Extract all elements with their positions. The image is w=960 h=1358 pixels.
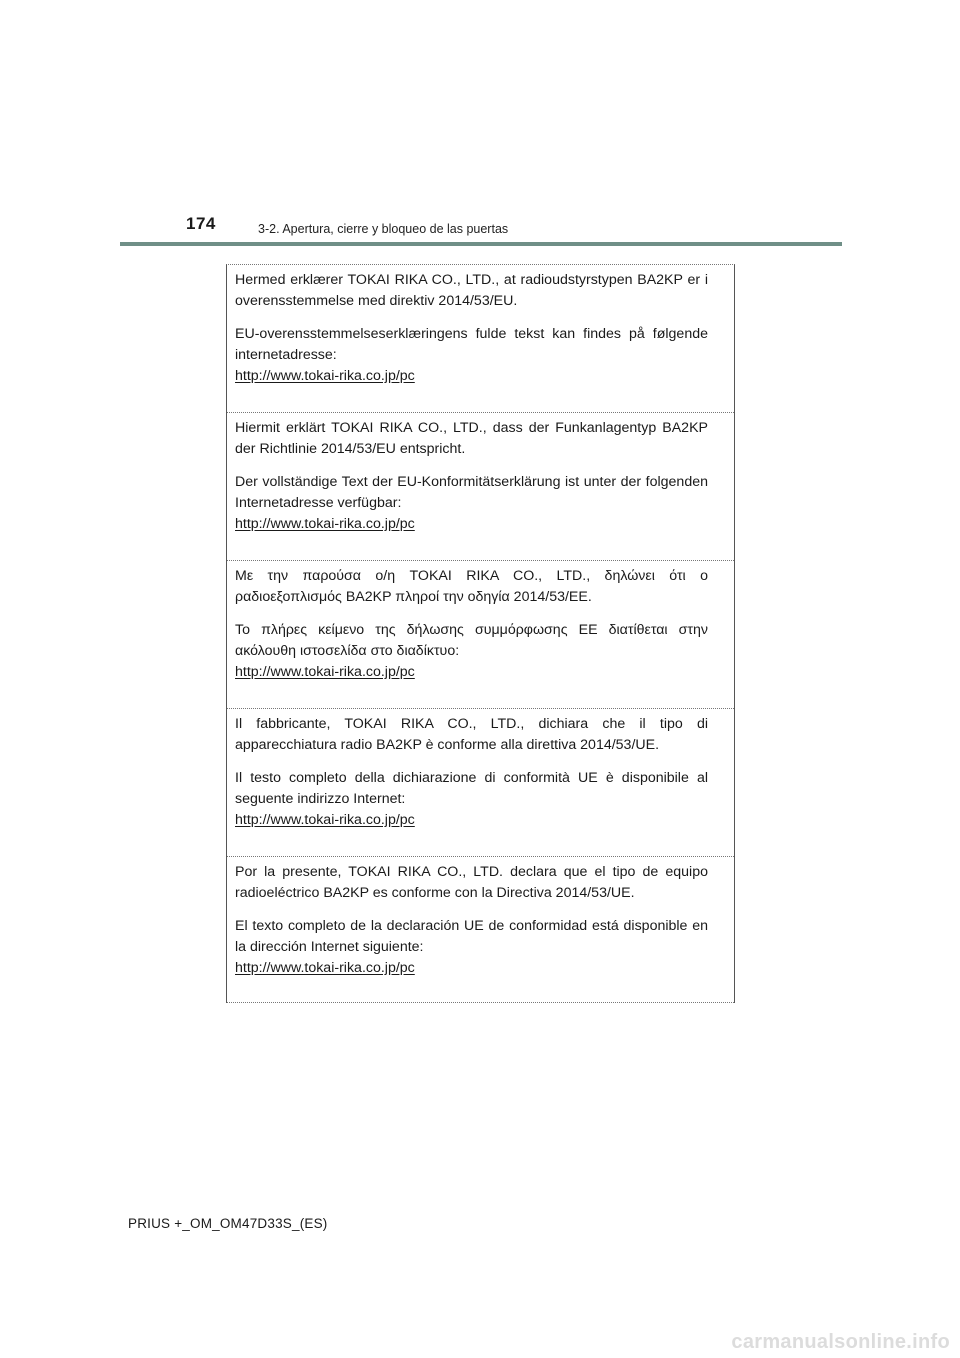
declaration-block-spanish	[227, 857, 734, 1003]
declaration-text: Il fabbricante, TOKAI RIKA CO., LTD., dichiara che il tipo di apparecchiatura radio BA2KP è conforme alla direttiva 2014/53/UE.	[235, 716, 708, 753]
declaration-text: Por la presente, TOKAI RIKA CO., LTD. declara que el tipo de equipo radioeléctrico BA2KP es conforme con la Directiva 2014/53/UE.	[235, 864, 708, 901]
availability-text: EU-overensstemmelseserklæringens fulde tekst kan findes på følgende internetadresse:	[235, 326, 708, 363]
eu-declaration-box	[226, 264, 735, 1003]
declaration-block-german	[227, 413, 734, 561]
availability-text: Το πλήρες κείμενο της δήλωσης συμμόρφωσης ΕΕ διατίθεται στην ακόλουθη ιστοσελίδα στο διαδίκτυο:	[235, 622, 708, 659]
declaration-text: Με την παρούσα ο/η TOKAI RIKA CO., LTD., δηλώνει ότι ο ραδιοεξοπλισμός BA2KP πληροί την οδηγία 2014/53/ΕΕ.	[235, 568, 708, 605]
declaration-link[interactable]: http://www.tokai-rika.co.jp/pc	[235, 960, 415, 976]
watermark: carmanualsonline.info	[731, 1331, 950, 1353]
declaration-link[interactable]: http://www.tokai-rika.co.jp/pc	[235, 812, 415, 828]
availability-text: Der vollständige Text der EU-Konformitätserklärung ist unter der folgenden Internetadresse verfügbar:	[235, 474, 708, 511]
declaration-link[interactable]: http://www.tokai-rika.co.jp/pc	[235, 516, 415, 532]
declaration-text: Hermed erklærer TOKAI RIKA CO., LTD., at radioudstyrstypen BA2KP er i overensstemmelse med direktiv 2014/53/EU.	[235, 272, 708, 309]
declaration-block-greek	[227, 561, 734, 709]
availability-text: El texto completo de la declaración UE de conformidad está disponible en la dirección Internet siguiente:	[235, 918, 708, 955]
declaration-link[interactable]: http://www.tokai-rika.co.jp/pc	[235, 368, 415, 384]
declaration-block-danish	[227, 265, 734, 413]
section-title: 3-2. Apertura, cierre y bloqueo de las puertas	[258, 222, 509, 236]
document-code: PRIUS +_OM_OM47D33S_(ES)	[128, 1216, 328, 1231]
page-number: 174	[186, 214, 216, 233]
availability-text: Il testo completo della dichiarazione di conformità UE è disponibile al seguente indirizzo Internet:	[235, 770, 708, 807]
header-rule	[120, 242, 842, 246]
declaration-link[interactable]: http://www.tokai-rika.co.jp/pc	[235, 664, 415, 680]
declaration-text: Hiermit erklärt TOKAI RIKA CO., LTD., dass der Funkanlagentyp BA2KP der Richtlinie 2014/53/EU entspricht.	[235, 420, 708, 457]
declaration-block-italian	[227, 709, 734, 857]
